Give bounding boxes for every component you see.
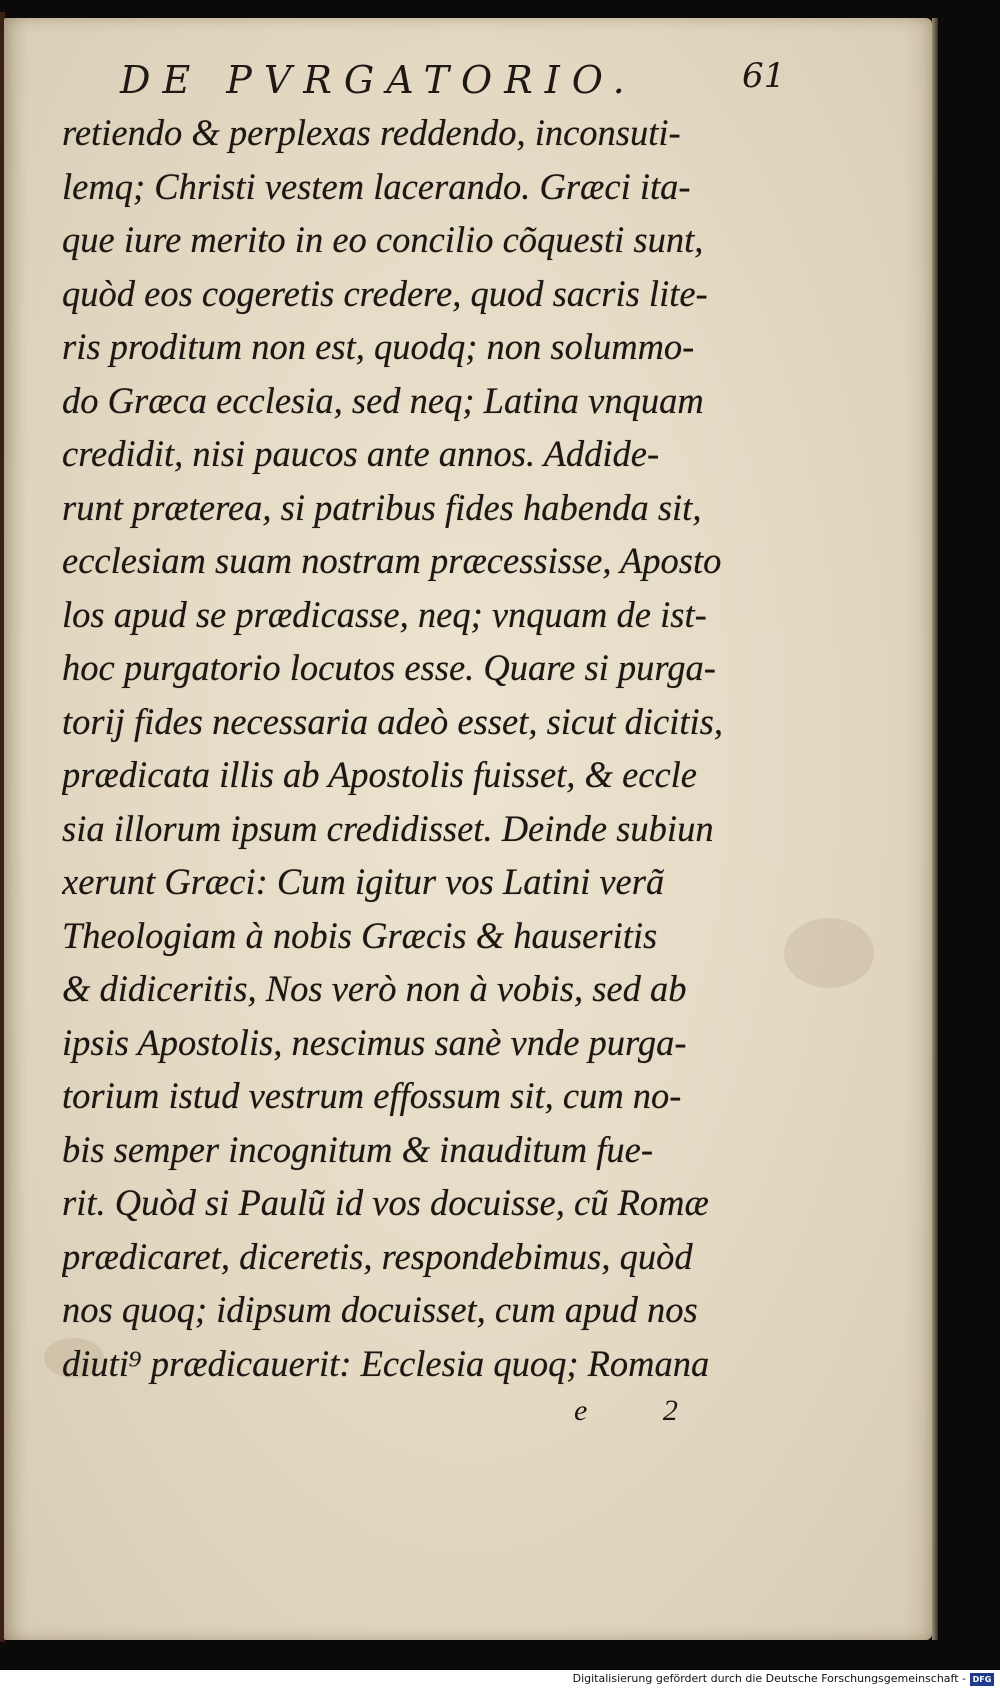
- text-line: hoc purgatorio locutos esse. Quare si purga-: [62, 647, 716, 688]
- text-line: los apud se prædicasse, neq; vnquam de ist-: [62, 593, 707, 635]
- page-edge: [932, 18, 938, 1640]
- text-line: xerunt Græci: Cum igitur vos Latini verã: [62, 861, 665, 902]
- text-line: runt præterea, si patribus fides habenda sit,: [62, 486, 702, 528]
- running-head: DE PVRGATORIO.: [120, 58, 637, 102]
- text-line: rit. Quòd si Paulũ id vos docuisse, cũ Romæ: [62, 1182, 709, 1223]
- text-line: diuti⁹ prædicauerit: Ecclesia quoq; Romana: [62, 1342, 710, 1384]
- text-line: ipsis Apostolis, nescimus sanè vnde purga-: [62, 1021, 687, 1063]
- page-number: 61: [742, 56, 786, 96]
- text-line: prædicata illis ab Apostolis fuisset, & eccle: [62, 754, 698, 795]
- text-line: ecclesiam suam nostram præcessisse, Aposto: [62, 540, 722, 581]
- text-line: ris proditum non est, quodq; non solummo-: [62, 326, 695, 367]
- text-line: que iure merito in eo concilio cõquesti sunt,: [62, 219, 704, 260]
- text-line: & didiceritis, Nos verò non à vobis, sed ab: [62, 968, 687, 1009]
- text-line: bis semper incognitum & inauditum fue-: [62, 1128, 654, 1170]
- text-line: Theologiam à nobis Græcis & hauseritis: [62, 914, 658, 956]
- funding-credit: Digitalisierung gefördert durch die Deutsche Forschungsgemeinschaft -: [572, 1672, 966, 1685]
- text-line: retiendo & perplexas reddendo, inconsuti-: [62, 112, 681, 153]
- dfg-logo-icon: DFG: [970, 1673, 994, 1686]
- foxing-stain: [784, 918, 874, 988]
- text-line: credidit, nisi paucos ante annos. Addide-: [62, 433, 660, 474]
- body-text: [62, 106, 792, 1390]
- text-line: quòd eos cogeretis credere, quod sacris lite-: [62, 272, 708, 314]
- signature-mark: e 2: [574, 1394, 712, 1427]
- text-line: do Græca ecclesia, sed neq; Latina vnquam: [62, 379, 704, 421]
- text-line: nos quoq; idipsum docuisset, cum apud nos: [62, 1289, 698, 1330]
- text-line: prædicaret, diceretis, respondebimus, quòd: [62, 1235, 693, 1277]
- text-line: lemq; Christi vestem lacerando. Græci ita-: [62, 165, 691, 207]
- text-line: torij fides necessaria adeò esset, sicut dicitis,: [62, 700, 723, 742]
- text-line: torium istud vestrum effossum sit, cum no-: [62, 1075, 682, 1116]
- text-line: sia illorum ipsum credidisset. Deinde subiun: [62, 807, 714, 849]
